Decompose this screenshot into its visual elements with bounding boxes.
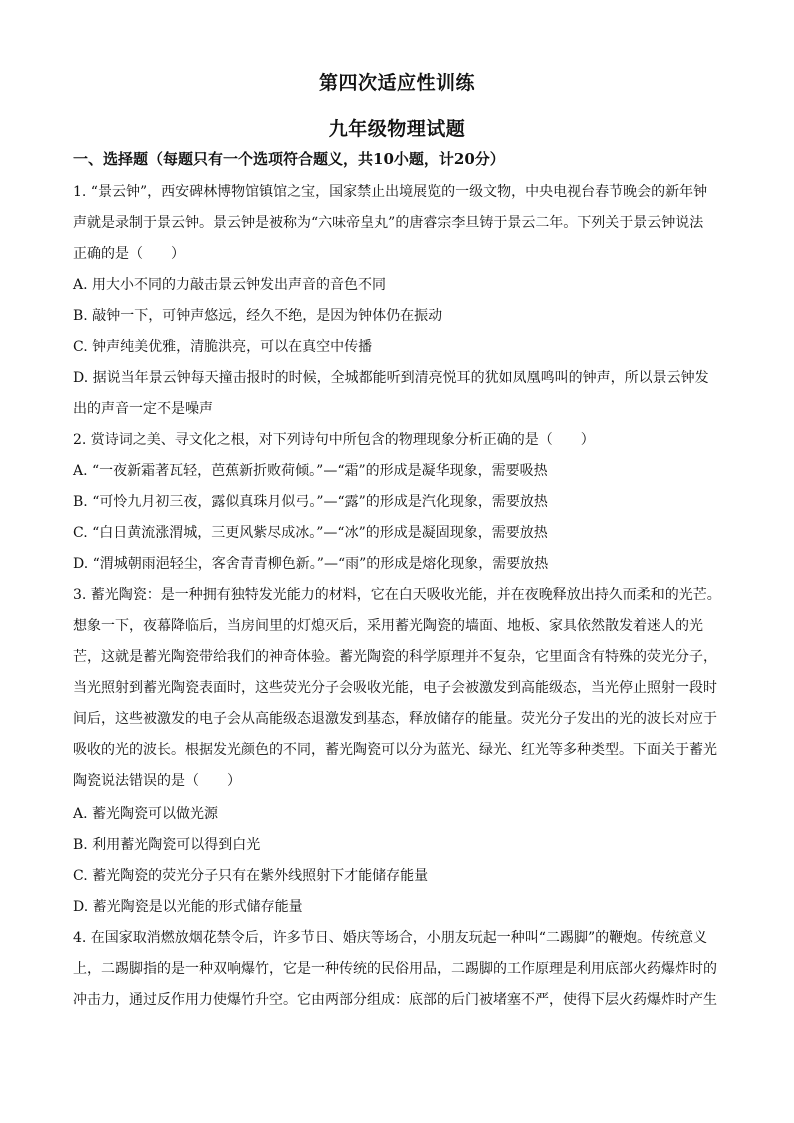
q2-option-d: D. “渭城朝雨浥轻尘，客舍青青柳色新。”—“雨”的形成是熔化现象，需要放热: [73, 556, 549, 572]
q3-option-b: B. 利用蓄光陶瓷可以得到白光: [73, 837, 261, 853]
page-title: 第四次适应性训练: [318, 72, 475, 94]
question-3-text: 间后，这些被激发的电子会从高能级态退激发到基态，释放储存的能量。荧光分子发出的光的波长对应于: [73, 711, 717, 727]
q3-option-c: C. 蓄光陶瓷的荧光分子只有在紫外线照射下才能储存能量: [73, 868, 429, 884]
q2-option-c: C. “白日黄流涨渭城，三更风紫尽成冰。”—“冰”的形成是凝固现象，需要放热: [73, 525, 548, 541]
question-1-text: 1. “景云钟”，西安碑林博物馆镇馆之宝，国家禁止出境展览的一级文物，中央电视台春节晚会的新年钟: [73, 184, 708, 200]
question-4-text: 上，二踢脚指的是一种双响爆竹，它是一种传统的民俗用品，二踢脚的工作原理是利用底部火药爆炸时的: [73, 961, 717, 977]
question-1-text: 声就是录制于景云钟。景云钟是被称为“六味帝皇丸”的唐睿宗李旦铸于景云二年。下列关于景云钟说法: [73, 215, 704, 231]
question-3-text: 陶瓷说法错误的是（ ）: [73, 773, 241, 789]
question-3-text: 3. 蓄光陶瓷：是一种拥有独特发光能力的材料，它在白天吸收光能，并在夜晚释放出持久而柔和的光芒。: [73, 587, 721, 603]
question-4-text: 冲击力，通过反作用力使爆竹升空。它由两部分组成：底部的后门被堵塞不严，使得下层火药爆炸时产生: [73, 992, 717, 1008]
q3-option-d: D. 蓄光陶瓷是以光能的形式储存能量: [73, 899, 303, 915]
q2-option-b: B. “可怜九月初三夜，露似真珠月似弓。”—“露”的形成是汽化现象，需要放热: [73, 494, 548, 510]
q1-option-b: B. 敲钟一下，可钟声悠远，经久不绝，是因为钟体仍在振动: [73, 308, 443, 324]
question-1-text: 正确的是（ ）: [73, 246, 185, 262]
question-2-text: 2. 赏诗词之美、寻文化之根，对下列诗句中所包含的物理现象分析正确的是（ ）: [73, 432, 595, 448]
q1-option-a: A. 用大小不同的力敲击景云钟发出声音的音色不同: [73, 277, 387, 293]
question-4-text: 4. 在国家取消燃放烟花禁令后，许多节日、婚庆等场合，小朋友玩起一种叫“二踢脚”的鞭炮。传统意义: [73, 930, 708, 946]
question-3-text: 吸收的光的波长。根据发光颜色的不同，蓄光陶瓷可以分为蓝光、绿光、红光等多种类型。下面关于蓄光: [73, 742, 717, 758]
section-heading: 一、选择题（每题只有一个选项符合题义，共10小题，计20分）: [73, 150, 505, 168]
page-subtitle: 九年级物理试题: [328, 118, 466, 140]
q1-option-c: C. 钟声纯美优雅，清脆洪亮，可以在真空中传播: [73, 339, 373, 355]
q1-option-d: D. 据说当年景云钟每天撞击报时的时候，全城都能听到清亮悦耳的犹如凤凰鸣叫的钟声，所以景云钟发: [73, 370, 709, 386]
q3-option-a: A. 蓄光陶瓷可以做光源: [73, 806, 219, 822]
question-3-text: 当光照射到蓄光陶瓷表面时，这些荧光分子会吸收光能，电子会被激发到高能级态，当光停止照射一段时: [73, 680, 717, 696]
question-3-text: 芒，这就是蓄光陶瓷带给我们的神奇体验。蓄光陶瓷的科学原理并不复杂，它里面含有特殊的荧光分子，: [73, 649, 717, 665]
q2-option-a: A. “一夜新霜著瓦轻，芭蕉新折败荷倾。”—“霜”的形成是凝华现象，需要吸热: [73, 463, 548, 479]
q1-option-d-cont: 出的声音一定不是噪声: [73, 401, 213, 417]
question-3-text: 想象一下，夜幕降临后，当房间里的灯熄灭后，采用蓄光陶瓷的墙面、地板、家具依然散发着迷人的光: [73, 618, 703, 634]
